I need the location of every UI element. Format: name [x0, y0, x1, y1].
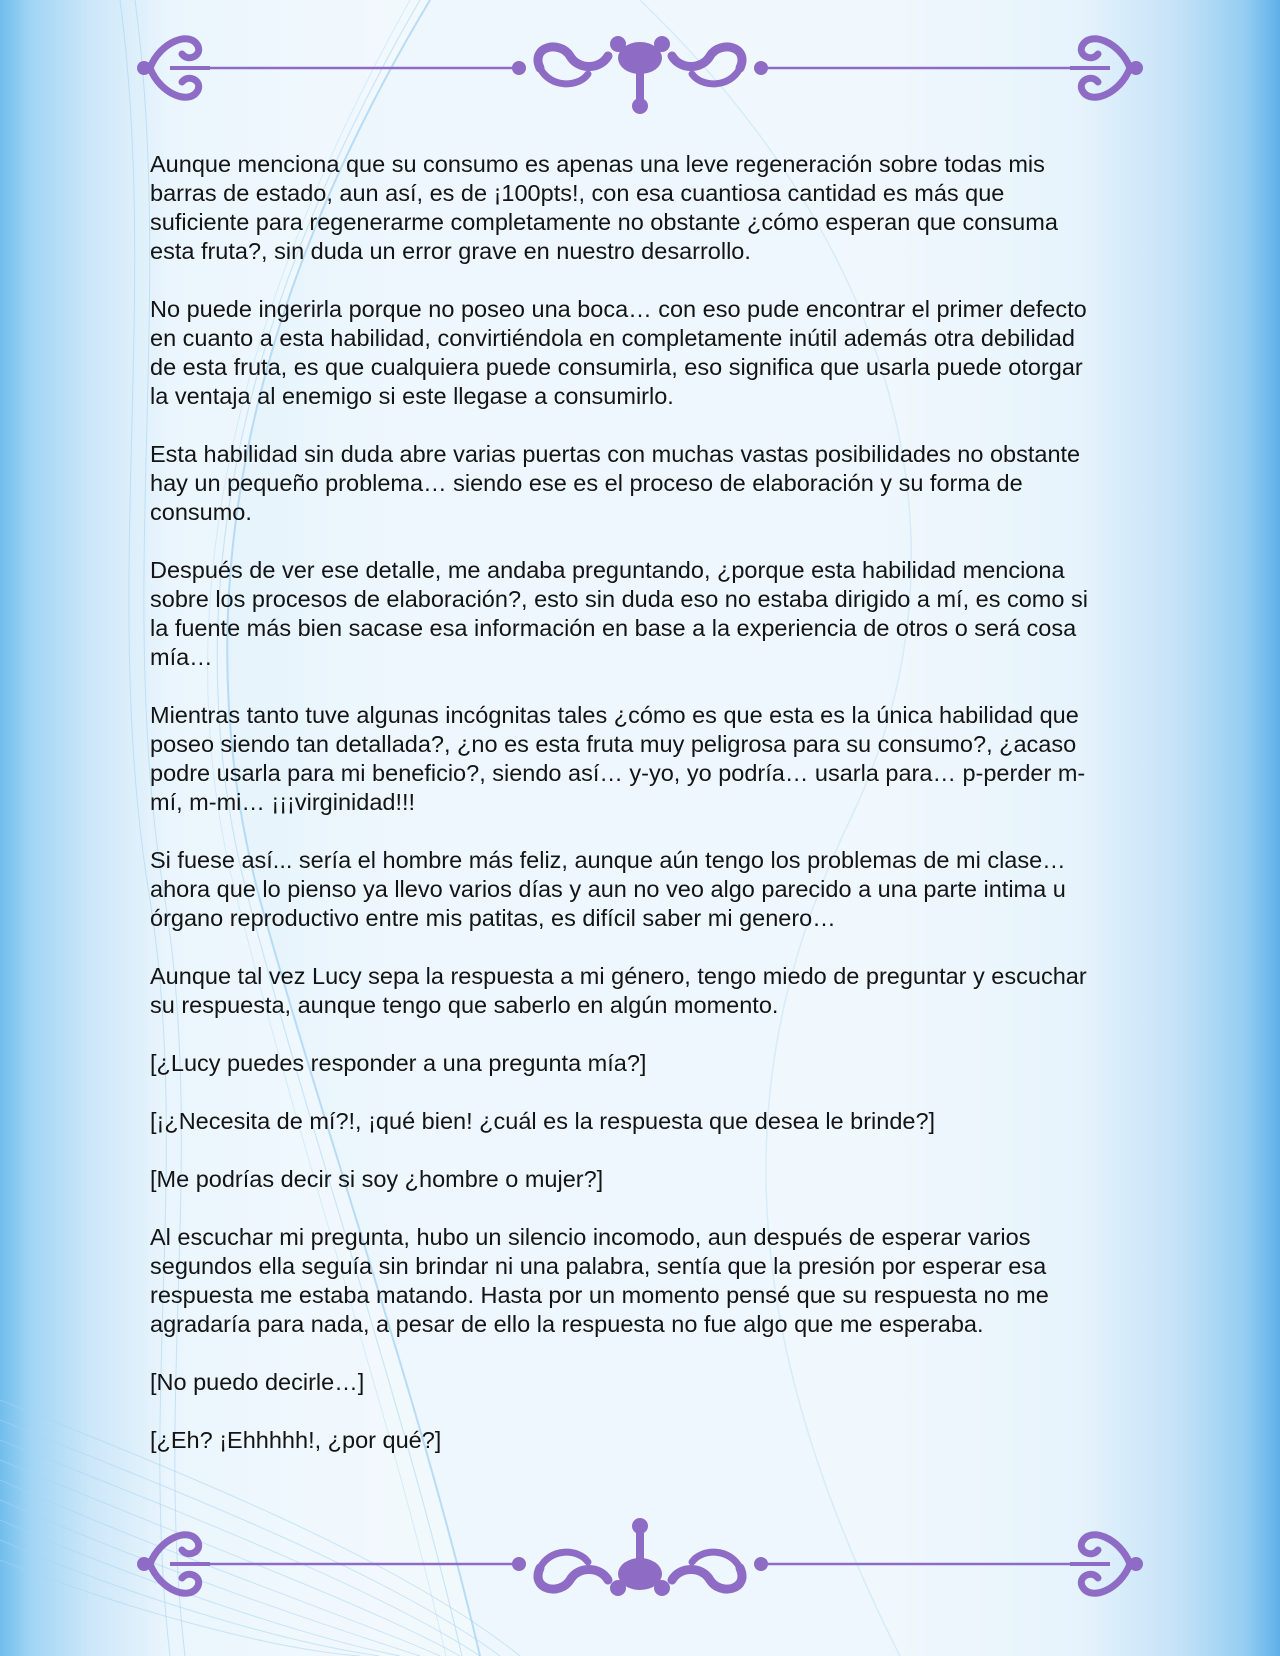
dialogue-line-5: [¿Eh? ¡Ehhhhh!, ¿por qué?] [150, 1427, 442, 1453]
dialogue-line-2: [¡¿Necesita de mí?!, ¡qué bien! ¿cuál es la respuesta que desea le brinde?] [150, 1108, 936, 1134]
bottom-flourish-ornament [130, 1508, 1150, 1618]
paragraph-7: Aunque tal vez Lucy sepa la respuesta a mi género, tengo miedo de preguntar y escuchar su respuesta, aunque tengo que saberlo en algún momento. [150, 963, 1087, 1018]
paragraph-2: No puede ingerirla porque no poseo una boca… con eso pude encontrar el primer defecto en cuanto a esta habilidad, convirtiéndola en completamente inútil además otra debilidad de esta fruta, es que cualquiera puede consumirla, eso significa que usarla puede otorgar la ventaja al enemigo si este llegase a consumirlo. [150, 296, 1087, 409]
dialogue-line-4: [No puedo decirle…] [150, 1369, 365, 1395]
top-flourish-ornament [130, 22, 1150, 132]
paragraph-4: Después de ver ese detalle, me andaba preguntando, ¿porque esta habilidad menciona sobre los procesos de elaboración?, esto sin duda eso no estaba dirigido a mí, es como si la fuente más bien sacase esa información en base a la experiencia de otros o será cosa mía… [150, 557, 1088, 670]
paragraph-5: Mientras tanto tuve algunas incógnitas tales ¿cómo es que esta es la única habilidad que poseo siendo tan detallada?, ¿no es esta fruta muy peligrosa para su consumo?, ¿acaso podre usarla para mi beneficio?, siendo así… y-yo, yo podría… usarla para… p-perder m-mí, m-mi… ¡¡¡virginidad!!! [150, 702, 1086, 815]
dialogue-line-1: [¿Lucy puedes responder a una pregunta mía?] [150, 1050, 647, 1076]
dialogue-line-3: [Me podrías decir si soy ¿hombre o mujer?] [150, 1166, 604, 1192]
chapter-body [150, 150, 1090, 1484]
paragraph-1: Aunque menciona que su consumo es apenas una leve regeneración sobre todas mis barras de estado, aun así, es de ¡100pts!, con esa cuantiosa cantidad es más que suficiente para regenerarme completamente no obstante ¿cómo esperan que consuma esta fruta?, sin duda un error grave en nuestro desarrollo. [150, 151, 1058, 264]
paragraph-3: Esta habilidad sin duda abre varias puertas con muchas vastas posibilidades no obstante hay un pequeño problema… siendo ese es el proceso de elaboración y su forma de consumo. [150, 441, 1081, 525]
paragraph-6: Si fuese así... sería el hombre más feliz, aunque aún tengo los problemas de mi clase… ahora que lo pienso ya llevo varios días y aun no veo algo parecido a una parte intima u órgano reproductivo entre mis patitas, es difícil saber mi genero… [150, 847, 1066, 931]
paragraph-8: Al escuchar mi pregunta, hubo un silencio incomodo, aun después de esperar varios segundos ella seguía sin brindar ni una palabra, sentía que la presión por esperar esa respuesta me estaba matando. Hasta por un momento pensé que su respuesta no me agradaría para nada, a pesar de ello la respuesta no fue algo que me esperaba. [150, 1224, 1049, 1337]
